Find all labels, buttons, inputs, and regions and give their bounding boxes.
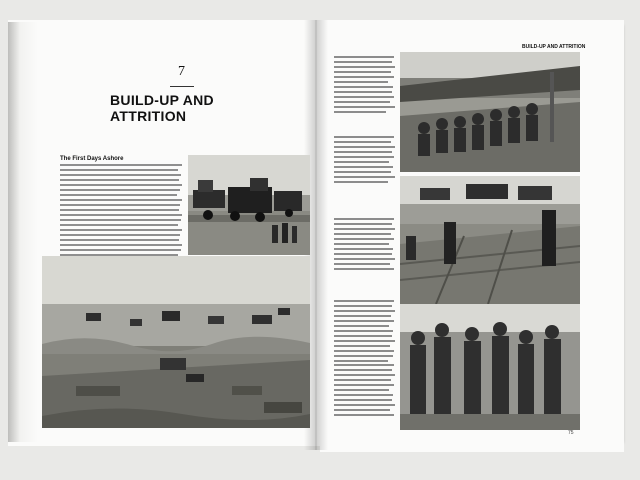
caption-line [334, 374, 395, 376]
caption-line [334, 305, 392, 307]
caption-line [334, 409, 390, 411]
caption-line [334, 238, 394, 240]
text-line [60, 199, 182, 201]
caption-line [334, 161, 389, 163]
text-line [60, 234, 180, 236]
caption-line [334, 228, 395, 230]
text-line [60, 169, 178, 171]
text-line [60, 194, 177, 196]
right-caption-block [334, 300, 396, 365]
photo-tanks-on-beach [188, 155, 310, 255]
caption-line [334, 399, 392, 401]
caption-line [334, 330, 393, 332]
caption-line [334, 300, 394, 302]
caption-line [334, 360, 388, 362]
caption-line [334, 233, 391, 235]
caption-line [334, 325, 389, 327]
running-head: BUILD-UP AND ATTRITION [522, 44, 586, 50]
caption-line [334, 56, 394, 58]
caption-line [334, 263, 390, 265]
caption-line [334, 384, 394, 386]
caption-line [334, 141, 391, 143]
chapter-rule [170, 86, 194, 87]
caption-line [334, 335, 392, 337]
caption-line [334, 171, 391, 173]
left-page-edge [8, 22, 38, 442]
caption-line [334, 81, 388, 83]
caption-line [334, 258, 395, 260]
chapter-number: 7 [178, 64, 185, 79]
text-line [60, 204, 180, 206]
caption-line [334, 86, 393, 88]
caption-line [334, 166, 393, 168]
caption-line [334, 61, 392, 63]
right-caption-block [334, 364, 396, 419]
right-caption-block [334, 218, 396, 273]
photo-troops-on-deck [400, 52, 580, 172]
caption-line [334, 394, 393, 396]
photo-invasion-beach [42, 256, 310, 428]
caption-line [334, 315, 391, 317]
text-line [60, 209, 179, 211]
caption-line [334, 218, 394, 220]
caption-line [334, 253, 392, 255]
text-line [60, 164, 182, 166]
caption-line [334, 71, 391, 73]
caption-line [334, 106, 395, 108]
caption-line [334, 76, 394, 78]
section-heading: The First Days Ashore [60, 156, 124, 162]
caption-line [334, 91, 392, 93]
caption-line [334, 364, 394, 366]
caption-line [334, 111, 386, 113]
right-caption-block [334, 136, 396, 186]
text-line [60, 184, 182, 186]
caption-line [334, 96, 394, 98]
caption-line [334, 310, 395, 312]
text-line [60, 179, 179, 181]
right-caption-block [334, 56, 396, 116]
caption-line [334, 355, 393, 357]
caption-line [334, 136, 394, 138]
text-line [60, 229, 182, 231]
photo-harbor-roadway [400, 176, 580, 304]
caption-line [334, 350, 394, 352]
caption-line [334, 404, 395, 406]
caption-line [334, 156, 394, 158]
caption-line [334, 223, 392, 225]
text-line [60, 219, 181, 221]
text-line [60, 239, 179, 241]
text-line [60, 214, 182, 216]
caption-line [334, 66, 395, 68]
caption-line [334, 389, 389, 391]
caption-line [334, 181, 388, 183]
caption-line [334, 320, 394, 322]
text-line [60, 224, 178, 226]
text-line [60, 174, 181, 176]
caption-line [334, 176, 395, 178]
caption-line [334, 151, 392, 153]
caption-line [334, 248, 393, 250]
caption-line [334, 379, 391, 381]
chapter-title: BUILD-UP AND ATTRITION [110, 92, 214, 124]
caption-line [334, 414, 394, 416]
text-line [60, 189, 180, 191]
caption-line [334, 268, 394, 270]
page-number: 75 [568, 430, 574, 436]
caption-line [334, 146, 395, 148]
caption-line [334, 101, 390, 103]
photo-officers-group [400, 304, 580, 430]
text-line [60, 244, 182, 246]
caption-line [334, 243, 389, 245]
caption-line [334, 340, 395, 342]
caption-line [334, 345, 390, 347]
text-line [60, 249, 181, 251]
caption-line [334, 369, 392, 371]
